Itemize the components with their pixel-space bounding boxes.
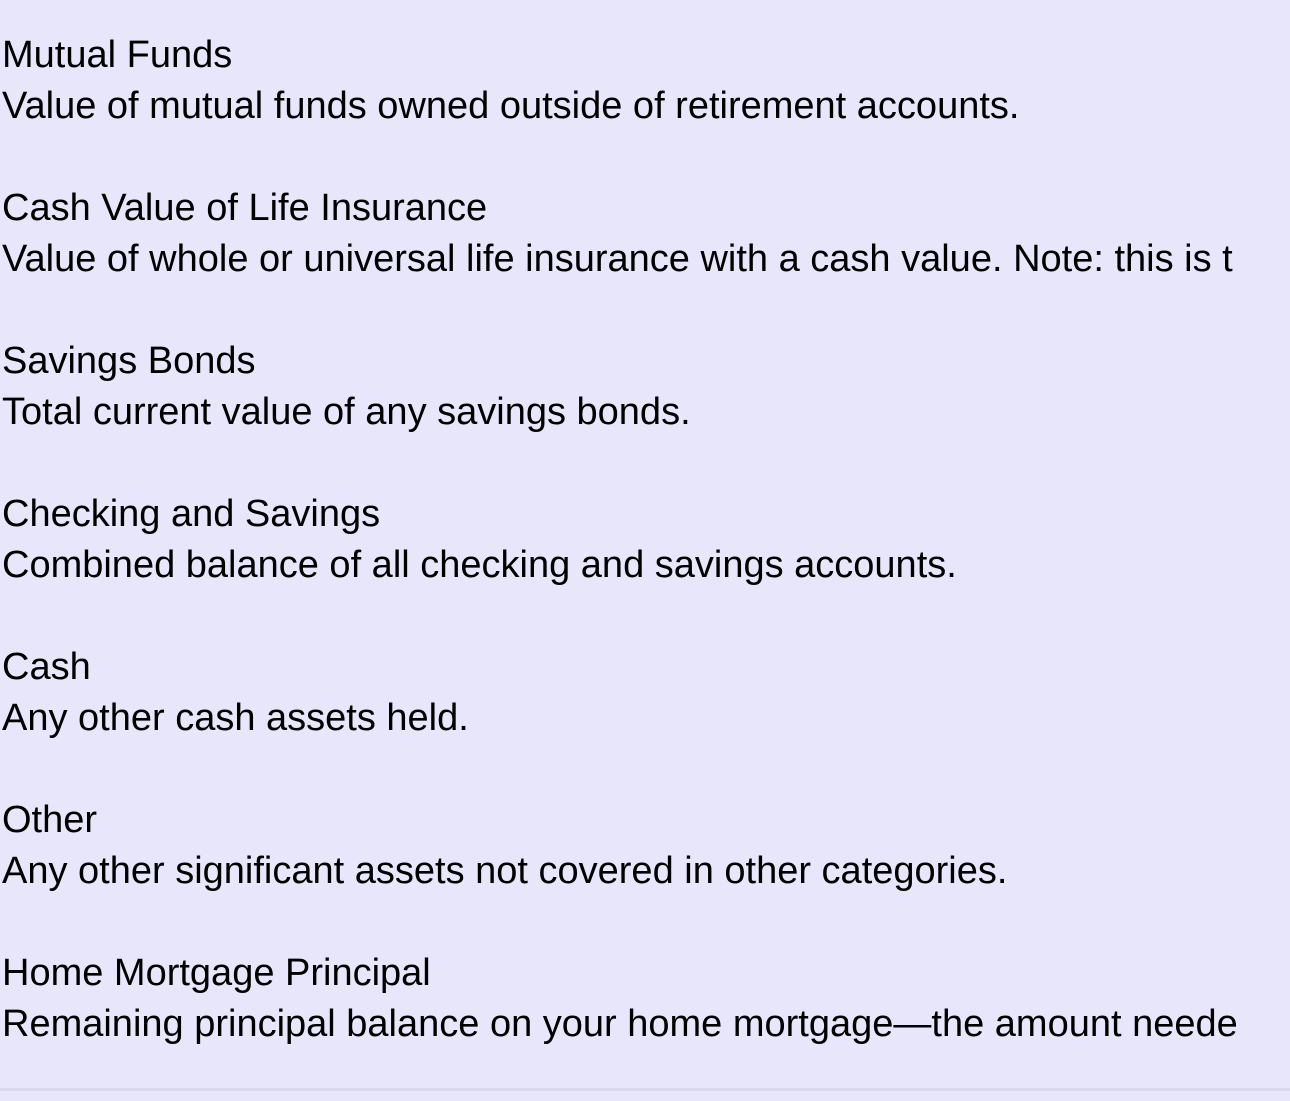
entry-savings-bonds (2, 336, 1290, 489)
entry-description: Remaining principal balance on your home mortgage—the amount neede (2, 1003, 1238, 1045)
entry-description: Value of mutual funds owned outside of retirement accounts. (2, 85, 1020, 127)
entry-description: Any other significant assets not covered in other categories. (2, 850, 1008, 892)
entry-title: Cash Value of Life Insurance (2, 187, 488, 229)
entry-title: Other (2, 799, 98, 841)
entry-title: Home Mortgage Principal (2, 952, 431, 994)
entry-title: Cash (2, 646, 91, 688)
entry-cash (2, 642, 1290, 795)
entry-title: Mutual Funds (2, 34, 233, 76)
entry-description: Any other cash assets held. (2, 697, 469, 739)
entry-description: Total current value of any savings bonds. (2, 391, 691, 433)
entry-title: Savings Bonds (2, 340, 256, 382)
entry-checking-and-savings (2, 489, 1290, 642)
entry-title: Checking and Savings (2, 493, 381, 535)
asset-definitions-list (2, 30, 1290, 1101)
entry-cash-value-life-insurance (2, 183, 1290, 336)
entry-description: Value of whole or universal life insurance with a cash value. Note: this is t (2, 238, 1233, 280)
entry-other (2, 795, 1290, 948)
entry-description: Combined balance of all checking and savings accounts. (2, 544, 957, 586)
entry-home-mortgage-principal (2, 948, 1290, 1101)
entry-mutual-funds (2, 30, 1290, 183)
